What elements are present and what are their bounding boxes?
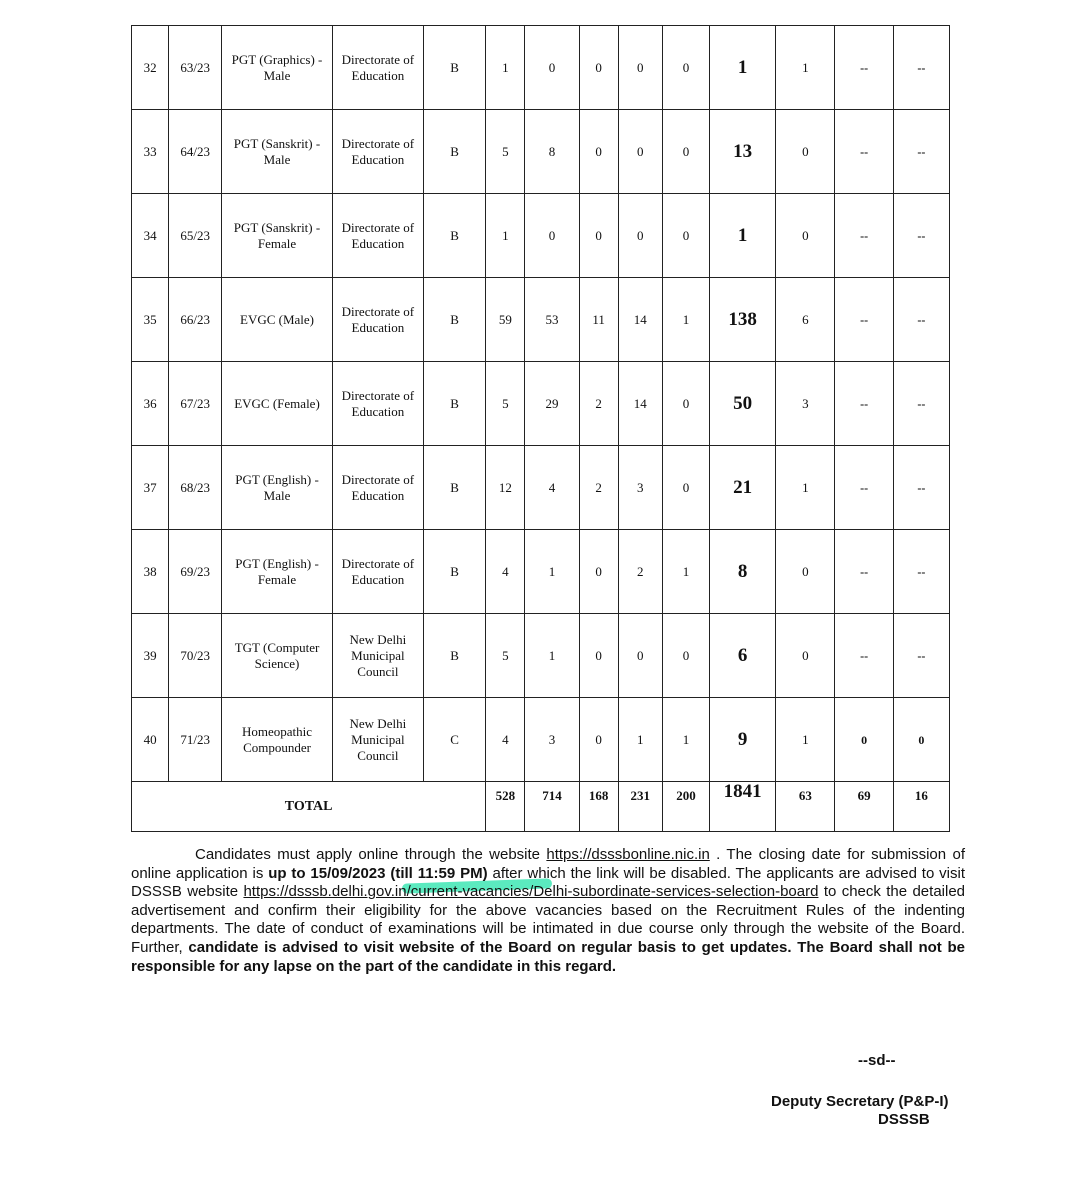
- total-vacancy-cell: 50: [710, 362, 776, 446]
- count-cell: 0: [776, 530, 835, 614]
- vacancy-table: [131, 25, 950, 832]
- count-cell: 0: [618, 614, 662, 698]
- serial-no-cell: 36: [132, 362, 169, 446]
- post-name-cell: EVGC (Female): [222, 362, 332, 446]
- department-cell: New Delhi Municipal Council: [332, 698, 423, 782]
- count-cell: --: [835, 194, 893, 278]
- count-cell: 0: [776, 614, 835, 698]
- count-cell: 0: [662, 614, 709, 698]
- count-cell: 8: [525, 110, 579, 194]
- count-cell: 0: [579, 698, 618, 782]
- count-cell: 3: [776, 362, 835, 446]
- count-cell: --: [835, 26, 893, 110]
- group-cell: C: [424, 698, 486, 782]
- count-cell: 1: [776, 446, 835, 530]
- count-cell: 1: [776, 26, 835, 110]
- serial-no-cell: 39: [132, 614, 169, 698]
- count-cell: 5: [486, 110, 525, 194]
- count-cell: 1: [486, 26, 525, 110]
- post-code-cell: 65/23: [169, 194, 222, 278]
- count-cell: 14: [618, 278, 662, 362]
- count-cell: 0: [662, 110, 709, 194]
- count-cell: --: [893, 362, 949, 446]
- count-cell: 59: [486, 278, 525, 362]
- count-cell: 2: [618, 530, 662, 614]
- total-vacancy-cell: 8: [710, 530, 776, 614]
- department-cell: Directorate of Education: [332, 362, 423, 446]
- table-row: [132, 26, 950, 110]
- department-cell: Directorate of Education: [332, 194, 423, 278]
- count-cell: --: [835, 362, 893, 446]
- count-cell: 1: [525, 530, 579, 614]
- count-cell: 1: [486, 194, 525, 278]
- count-cell: 1: [662, 698, 709, 782]
- count-cell: 0: [579, 614, 618, 698]
- table-row: [132, 530, 950, 614]
- count-cell: --: [835, 278, 893, 362]
- post-name-cell: EVGC (Male): [222, 278, 332, 362]
- count-cell: 0: [618, 26, 662, 110]
- signatory-org: DSSSB: [878, 1111, 930, 1128]
- count-cell: 0: [579, 26, 618, 110]
- count-cell: --: [835, 530, 893, 614]
- count-cell: --: [893, 446, 949, 530]
- department-cell: New Delhi Municipal Council: [332, 614, 423, 698]
- post-code-cell: 63/23: [169, 26, 222, 110]
- count-cell: --: [893, 110, 949, 194]
- total-vacancy-cell: 138: [710, 278, 776, 362]
- total-label: TOTAL: [132, 782, 486, 832]
- serial-no-cell: 35: [132, 278, 169, 362]
- count-cell: 53: [525, 278, 579, 362]
- group-cell: B: [424, 110, 486, 194]
- total-row: [132, 782, 950, 832]
- count-cell: --: [893, 278, 949, 362]
- count-cell: 0: [618, 194, 662, 278]
- count-cell: 0: [893, 698, 949, 782]
- serial-no-cell: 33: [132, 110, 169, 194]
- count-cell: 0: [835, 698, 893, 782]
- total-vacancy-cell: 1: [710, 26, 776, 110]
- website-link-dsssbonline[interactable]: https://dsssbonline.nic.in: [546, 846, 710, 863]
- department-cell: Directorate of Education: [332, 278, 423, 362]
- count-cell: 4: [486, 530, 525, 614]
- post-code-cell: 68/23: [169, 446, 222, 530]
- post-name-cell: PGT (Graphics) - Male: [222, 26, 332, 110]
- notice-text-3: after which the link will be disabled. The applicants are advised to visit DSSSB website: [131, 864, 965, 901]
- table-row: [132, 362, 950, 446]
- count-cell: 29: [525, 362, 579, 446]
- total-vacancy-cell: 9: [710, 698, 776, 782]
- count-cell: 0: [579, 110, 618, 194]
- count-cell: 0: [776, 110, 835, 194]
- group-cell: B: [424, 194, 486, 278]
- website-link-dsssb[interactable]: https://dsssb.delhi.gov.in/current-vacancies/Delhi-subordinate-services-selection-board: [243, 883, 819, 901]
- serial-no-cell: 37: [132, 446, 169, 530]
- department-cell: Directorate of Education: [332, 110, 423, 194]
- department-cell: Directorate of Education: [332, 446, 423, 530]
- notice-paragraph: [131, 846, 965, 976]
- count-cell: --: [835, 614, 893, 698]
- count-cell: 1: [525, 614, 579, 698]
- table-row: [132, 698, 950, 782]
- grand-total-cell: 1841: [710, 782, 776, 832]
- table-row: [132, 278, 950, 362]
- serial-no-cell: 40: [132, 698, 169, 782]
- count-cell: 5: [486, 614, 525, 698]
- count-cell: 3: [525, 698, 579, 782]
- table-row: [132, 194, 950, 278]
- count-cell: 11: [579, 278, 618, 362]
- sd-mark: --sd--: [858, 1052, 896, 1069]
- group-cell: B: [424, 446, 486, 530]
- post-name-cell: PGT (English) - Female: [222, 530, 332, 614]
- post-code-cell: 64/23: [169, 110, 222, 194]
- table-row: [132, 614, 950, 698]
- count-cell: 0: [662, 194, 709, 278]
- department-cell: Directorate of Education: [332, 26, 423, 110]
- total-vacancy-cell: 6: [710, 614, 776, 698]
- post-code-cell: 67/23: [169, 362, 222, 446]
- count-cell: 0: [618, 110, 662, 194]
- closing-date: up to 15/09/2023 (till 11:59 PM): [268, 864, 488, 882]
- count-cell: 2: [579, 362, 618, 446]
- total-vacancy-cell: 1: [710, 194, 776, 278]
- advisory-text: candidate is advised to visit website of the Board on regular basis to get updates. The Board shall not be responsible for any lapse on the part of the candidate in this regard.: [131, 938, 965, 975]
- count-cell: 0: [525, 194, 579, 278]
- count-cell: 0: [579, 530, 618, 614]
- count-cell: 3: [618, 446, 662, 530]
- total-count-cell: 528: [486, 782, 525, 832]
- count-cell: 4: [486, 698, 525, 782]
- total-count-cell: 69: [835, 782, 893, 832]
- count-cell: 0: [662, 446, 709, 530]
- post-name-cell: PGT (Sanskrit) - Female: [222, 194, 332, 278]
- count-cell: 5: [486, 362, 525, 446]
- post-code-cell: 70/23: [169, 614, 222, 698]
- post-name-cell: TGT (Computer Science): [222, 614, 332, 698]
- count-cell: 1: [618, 698, 662, 782]
- table-row: [132, 110, 950, 194]
- group-cell: B: [424, 530, 486, 614]
- total-count-cell: 16: [893, 782, 949, 832]
- notice-text-4: to check the detailed advertisement and confirm their eligibility for the above vacancies based on the Recruitment Rules of the indenting departments. The date of conduct of examinations will be intimated in due course only through the website of the Board. Further,: [131, 883, 966, 956]
- group-cell: B: [424, 614, 486, 698]
- total-vacancy-cell: 21: [710, 446, 776, 530]
- count-cell: 2: [579, 446, 618, 530]
- serial-no-cell: 32: [132, 26, 169, 110]
- count-cell: 12: [486, 446, 525, 530]
- count-cell: 1: [662, 278, 709, 362]
- group-cell: B: [424, 278, 486, 362]
- post-code-cell: 66/23: [169, 278, 222, 362]
- count-cell: 0: [776, 194, 835, 278]
- post-code-cell: 71/23: [169, 698, 222, 782]
- post-name-cell: Homeopathic Compounder: [222, 698, 332, 782]
- total-count-cell: 200: [662, 782, 709, 832]
- department-cell: Directorate of Education: [332, 530, 423, 614]
- total-count-cell: 168: [579, 782, 618, 832]
- serial-no-cell: 38: [132, 530, 169, 614]
- total-count-cell: 714: [525, 782, 579, 832]
- post-name-cell: PGT (English) - Male: [222, 446, 332, 530]
- count-cell: 0: [662, 26, 709, 110]
- notice-text-2: . The closing date for submission of online application is: [131, 846, 965, 882]
- post-code-cell: 69/23: [169, 530, 222, 614]
- total-vacancy-cell: 13: [710, 110, 776, 194]
- total-count-cell: 63: [776, 782, 835, 832]
- count-cell: --: [893, 614, 949, 698]
- count-cell: --: [893, 530, 949, 614]
- count-cell: --: [893, 194, 949, 278]
- count-cell: 6: [776, 278, 835, 362]
- count-cell: 0: [579, 194, 618, 278]
- count-cell: --: [893, 26, 949, 110]
- group-cell: B: [424, 26, 486, 110]
- post-name-cell: PGT (Sanskrit) - Male: [222, 110, 332, 194]
- vacancy-table-body: [132, 26, 950, 832]
- serial-no-cell: 34: [132, 194, 169, 278]
- table-row: [132, 446, 950, 530]
- signatory-designation: Deputy Secretary (P&P-I): [771, 1093, 949, 1110]
- count-cell: 1: [776, 698, 835, 782]
- count-cell: --: [835, 446, 893, 530]
- notice-text-1: Candidates must apply online through the website: [195, 846, 547, 863]
- total-count-cell: 231: [618, 782, 662, 832]
- group-cell: B: [424, 362, 486, 446]
- count-cell: 14: [618, 362, 662, 446]
- count-cell: 0: [662, 362, 709, 446]
- count-cell: 4: [525, 446, 579, 530]
- count-cell: 0: [525, 26, 579, 110]
- count-cell: 1: [662, 530, 709, 614]
- count-cell: --: [835, 110, 893, 194]
